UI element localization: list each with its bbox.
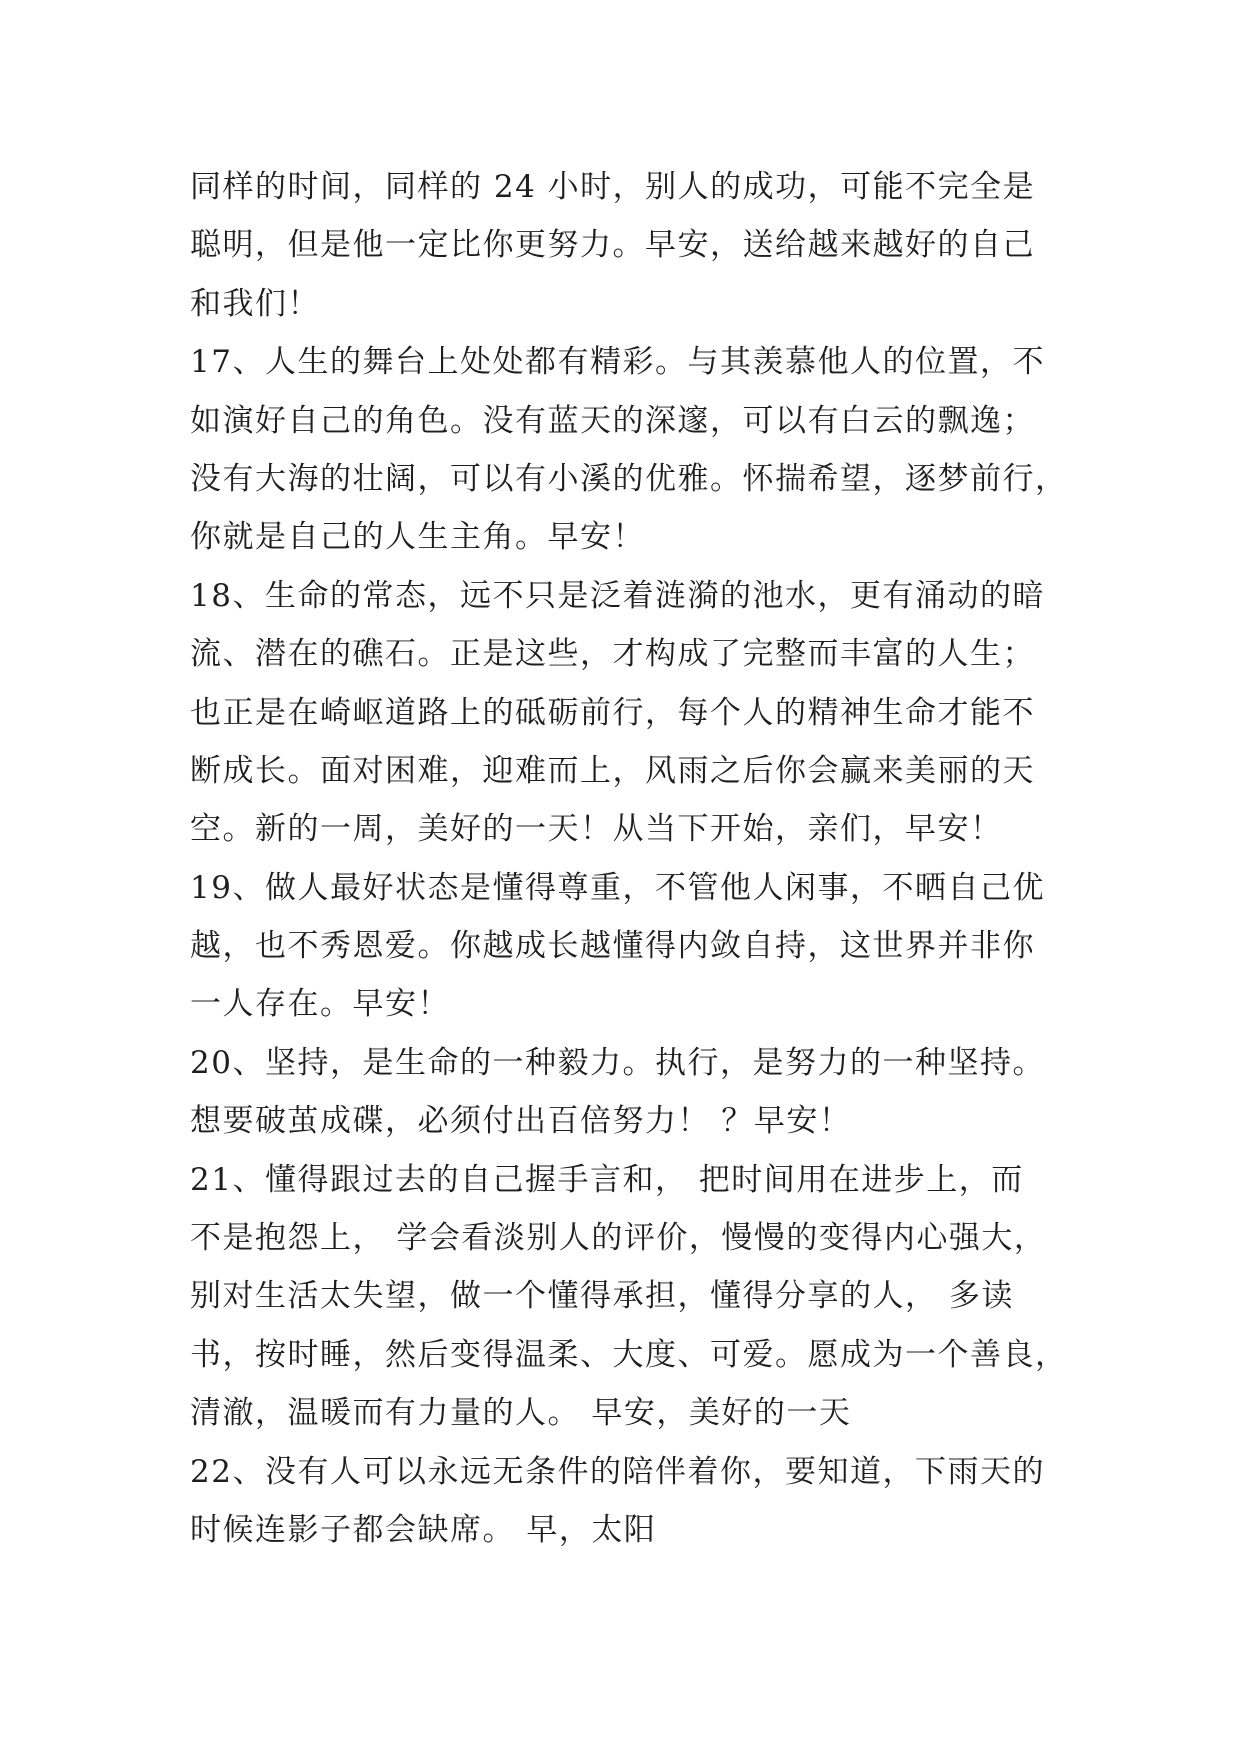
- text-line-17: 想要破茧成碟，必须付出百倍努力！ ？早安！: [190, 1103, 852, 1140]
- text-line-10: 也正是在崎岖道路上的砥砺前行，每个人的精神生命才能不: [190, 694, 1035, 731]
- text-line-3: 和我们！: [190, 285, 320, 322]
- text-line-8: 18、生命的常态，远不只是泛着涟漪的池水，更有涌动的暗: [190, 577, 1045, 614]
- text-line-12: 空。新的一周，美好的一天！从当下开始，亲们，早安！: [190, 811, 1003, 848]
- text-line-7: 你就是自己的人生主角。早安！: [190, 519, 645, 556]
- text-line-21: 书，按时睡，然后变得温柔、大度、可爱。愿成为一个善良，: [190, 1336, 1068, 1373]
- text-line-18: 21、懂得跟过去的自己握手言和， 把时间用在进步上，而: [190, 1161, 1024, 1198]
- text-line-13: 19、做人最好状态是懂得尊重，不管他人闲事，不晒自己优: [190, 869, 1045, 906]
- text-line-6: 没有大海的壮阔，可以有小溪的优雅。怀揣希望，逐梦前行，: [190, 460, 1068, 497]
- text-line-4: 17、人生的舞台上处处都有精彩。与其羡慕他人的位置，不: [190, 344, 1045, 381]
- text-line-14: 越，也不秀恩爱。你越成长越懂得内敛自持，这世界并非你: [190, 928, 1035, 965]
- text-line-1: 同样的时间，同样的 24 小时，别人的成功，可能不完全是: [190, 169, 1036, 205]
- text-line-9: 流、潜在的礁石。正是这些，才构成了完整而丰富的人生；: [190, 636, 1035, 673]
- text-line-24: 时候连影子都会缺席。 早，太阳: [190, 1511, 657, 1548]
- document-body: [190, 158, 1070, 1559]
- text-line-16: 20、坚持，是生命的一种毅力。执行，是努力的一种坚持。: [190, 1044, 1045, 1081]
- text-line-19: 不是抱怨上， 学会看淡别人的评价，慢慢的变得内心强大，: [190, 1220, 1047, 1257]
- text-line-2: 聪明，但是他一定比你更努力。早安，送给越来越好的自己: [190, 227, 1035, 264]
- text-line-15: 一人存在。早安！: [190, 986, 450, 1023]
- text-line-5: 如演好自己的角色。没有蓝天的深邃，可以有白云的飘逸；: [190, 402, 1035, 439]
- text-line-20: 别对生活太失望，做一个懂得承担，懂得分享的人， 多读: [190, 1278, 1014, 1315]
- text-line-11: 断成长。面对困难，迎难而上，风雨之后你会赢来美丽的天: [190, 752, 1035, 789]
- text-line-23: 22、没有人可以永远无条件的陪伴着你，要知道，下雨天的: [190, 1453, 1045, 1490]
- text-line-22: 清澈，温暖而有力量的人。 早安，美好的一天: [190, 1395, 852, 1432]
